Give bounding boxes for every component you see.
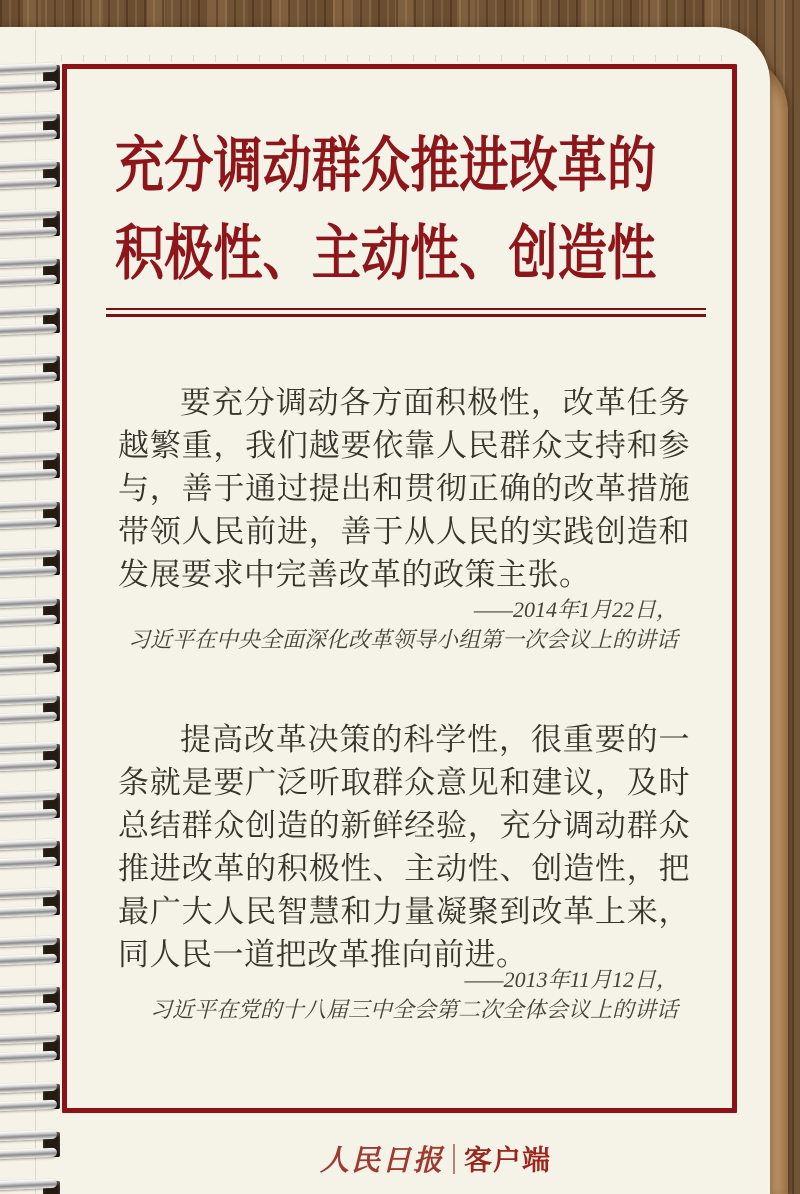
binding-ring: [2, 986, 60, 1013]
ring-wire-bottom: [0, 1148, 57, 1160]
ring-wire-bottom: [0, 323, 57, 335]
binding-ring: [2, 889, 60, 916]
binding-ring: [2, 549, 60, 576]
ring-wire-bottom: [0, 372, 57, 384]
ring-wire-bottom: [0, 614, 57, 626]
binding-ring: [2, 1083, 60, 1110]
binding-ring: [2, 210, 60, 237]
binding-ring: [2, 646, 60, 673]
ring-wire-bottom: [0, 857, 57, 869]
quote-1-attribution: [108, 595, 678, 655]
binding-ring: [2, 937, 60, 964]
ring-wire-bottom: [0, 905, 57, 917]
quote-2-body: 提高改革决策的科学性，很重要的一条就是要广泛听取群众意见和建议，及时总结群众创造的新鲜经验，充分调动群众推进改革的积极性、主动性、创造性，把最广大人民智慧和力量凝聚到改革上来，同人民一道把改革推向前进。: [118, 722, 690, 972]
binding-ring: [2, 743, 60, 770]
binding-ring: [2, 840, 60, 867]
binding-ring: [2, 695, 60, 722]
quote-2-attribution-date: ——2013年11月12日，: [464, 967, 678, 992]
peoples-daily-masthead-wordmark: 人民日报: [319, 1145, 444, 1177]
poster-title-line2: 积极性、主动性、创造性: [115, 221, 657, 287]
binding-ring: [2, 1180, 60, 1194]
ring-wire-bottom: [0, 275, 57, 287]
poster-title-line1: 充分调动群众推进改革的: [115, 133, 657, 199]
ring-wire-bottom: [0, 1099, 57, 1111]
ring-wire-bottom: [0, 178, 57, 190]
quote-1-attribution-date: ——2014年1月22日，: [473, 597, 678, 622]
ring-wire-bottom: [0, 711, 57, 723]
ring-wire-bottom: [0, 226, 57, 238]
ring-wire-bottom: [0, 566, 57, 578]
ring-wire-bottom: [0, 760, 57, 772]
binding-ring: [2, 501, 60, 528]
quote-2-attribution-source: 习近平在党的十八届三中全会第二次全体会议上的讲话: [149, 997, 678, 1022]
quote-1-body: 要充分调动各方面积极性，改革任务越繁重，我们越要依靠人民群众支持和参与，善于通过提出和贯彻正确的改革措施带领人民前进，善于从人民的实践创造和发展要求中完善改革的政策主张。: [118, 385, 690, 592]
binding-ring: [2, 404, 60, 431]
binding-ring: [2, 598, 60, 625]
page-edge-ticks: [40, 55, 740, 62]
ring-wire-bottom: [0, 663, 57, 675]
ring-wire-bottom: [0, 129, 57, 141]
ring-wire-bottom: [0, 81, 57, 93]
ring-wire-bottom: [0, 808, 57, 820]
ring-wire-bottom: [0, 1002, 57, 1014]
binding-ring: [2, 307, 60, 334]
title-divider-rule: [106, 308, 706, 317]
spiral-binding: [0, 0, 64, 1194]
ring-wire-bottom: [0, 517, 57, 529]
binding-ring: [2, 792, 60, 819]
binding-ring: [2, 1034, 60, 1061]
ring-wire-bottom: [0, 420, 57, 432]
ring-wire-bottom: [0, 954, 57, 966]
ring-wire-bottom: [0, 1051, 57, 1063]
logo-separator-bar: [453, 1144, 455, 1174]
binding-ring: [2, 258, 60, 285]
logo-client-label: 客户端: [464, 1144, 552, 1176]
binding-ring: [2, 64, 60, 91]
binding-ring: [2, 452, 60, 479]
peoples-daily-app-logo: [98, 1138, 773, 1179]
binding-ring: [2, 1131, 60, 1158]
poster-title: [115, 122, 735, 298]
quote-1-attribution-source: 习近平在中央全面深化改革领导小组第一次会议上的讲话: [127, 627, 678, 652]
binding-ring: [2, 161, 60, 188]
binding-ring: [2, 113, 60, 140]
binding-ring: [2, 355, 60, 382]
ring-wire-bottom: [0, 469, 57, 481]
quote-2-attribution: [108, 965, 678, 1025]
